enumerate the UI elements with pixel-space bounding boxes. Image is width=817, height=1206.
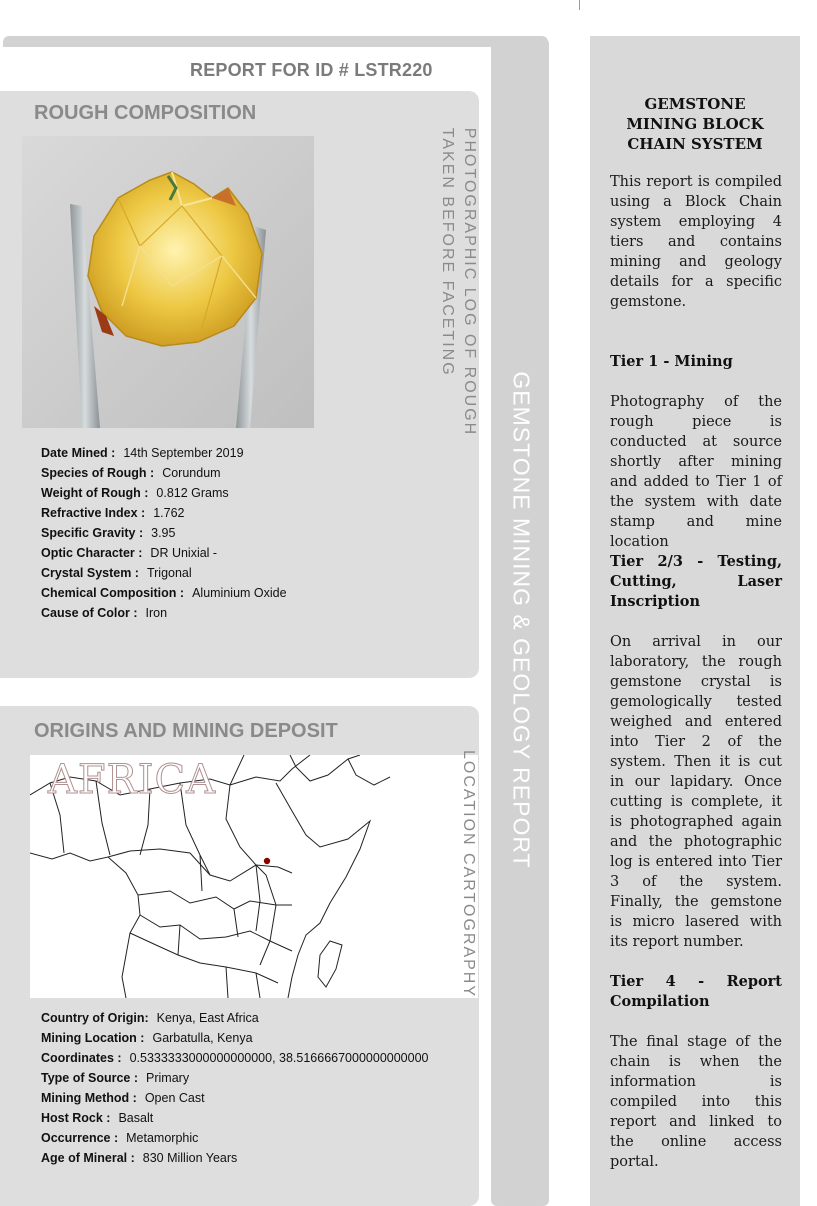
top-divider-tick: [579, 0, 580, 10]
origin-field-host-rock: Host Rock : Basalt: [41, 1111, 154, 1125]
origin-field-mining-location: Mining Location : Garbatulla, Kenya: [41, 1031, 253, 1045]
sidebar-intro: This report is compiled using a Block Chain system employing 4 tiers and contains mining and geology details for a specific gemstone.: [610, 174, 782, 310]
mine-location-marker: [264, 858, 270, 864]
tier23-heading: Tier 2/3 - Testing, Cutting, Laser Inscription: [610, 553, 782, 610]
rough-gemstone-photo: [22, 136, 314, 428]
rough-field-chemical-composition: Chemical Composition : Aluminium Oxide: [41, 586, 287, 600]
origin-field-mining-method: Mining Method : Open Cast: [41, 1091, 205, 1105]
rough-caption-line-1: PHOTOGRAPHIC LOG OF ROUGH: [461, 127, 478, 437]
sidebar-title: GEMSTONE MINING BLOCK CHAIN SYSTEM: [626, 95, 764, 153]
tier1-heading: Tier 1 - Mining: [610, 353, 733, 370]
map-label-africa: AFRICA: [48, 757, 217, 803]
rough-field-refractive-index: Refractive Index : 1.762: [41, 506, 185, 520]
origin-field-type-of-source: Type of Source : Primary: [41, 1071, 190, 1085]
origin-field-occurrence: Occurrence : Metamorphic: [41, 1131, 199, 1145]
report-vertical-title: GEMSTONE MINING & GEOLOGY REPORT: [508, 371, 535, 869]
location-cartography-caption: LOCATION CARTOGRAPHY: [460, 749, 477, 999]
origin-field-country: Country of Origin: Kenya, East Africa: [41, 1011, 259, 1025]
top-frame-bar: [3, 36, 548, 47]
rough-details-list: [41, 443, 287, 623]
blockchain-sidebar: [590, 36, 800, 1206]
origin-field-age-of-mineral: Age of Mineral : 830 Million Years: [41, 1151, 238, 1165]
rough-field-crystal-system: Crystal System : Trigonal: [41, 566, 192, 580]
rough-field-date-mined: Date Mined : 14th September 2019: [41, 446, 244, 460]
report-id-heading: REPORT FOR ID # LSTR220: [190, 60, 433, 80]
tier4-heading: Tier 4 - Report Compilation: [610, 973, 782, 1010]
tier1-text: Photography of the rough piece is conducted at source shortly after mining and added to Tier 1 of the system with date stamp and mine location: [610, 394, 782, 550]
rough-field-optic-character: Optic Character : DR Unixial -: [41, 546, 218, 560]
origin-field-coordinates: Coordinates : 0.5333333000000000000, 38.5166667000000000000: [41, 1051, 429, 1065]
rough-caption-line-2: TAKEN BEFORE FACETING: [439, 127, 456, 377]
africa-location-map: [30, 755, 478, 998]
rough-field-specific-gravity: Specific Gravity : 3.95: [41, 526, 176, 540]
rough-photo-caption: [436, 128, 480, 436]
tier23-text: On arrival in our laboratory, the rough gemstone crystal is gemologically tested weighed and entered into Tier 2 of the system. Then it is cut in our lapidary. Once cutting is complete, it is photographed again and the photographic log is entered into Tier 3 of the system. Finally, the gemstone is micro lasered with its report number.: [610, 634, 782, 950]
origin-details-list: [41, 1008, 428, 1168]
rough-field-cause-of-color: Cause of Color : Iron: [41, 606, 168, 620]
rough-field-species: Species of Rough : Corundum: [41, 466, 221, 480]
rough-field-weight: Weight of Rough : 0.812 Grams: [41, 486, 229, 500]
rough-composition-heading: ROUGH COMPOSITION: [34, 102, 257, 124]
tier4-text: The final stage of the chain is when the information is compiled into this report and linked to the online access portal.: [610, 1034, 782, 1170]
origins-heading: ORIGINS AND MINING DEPOSIT: [34, 720, 338, 742]
